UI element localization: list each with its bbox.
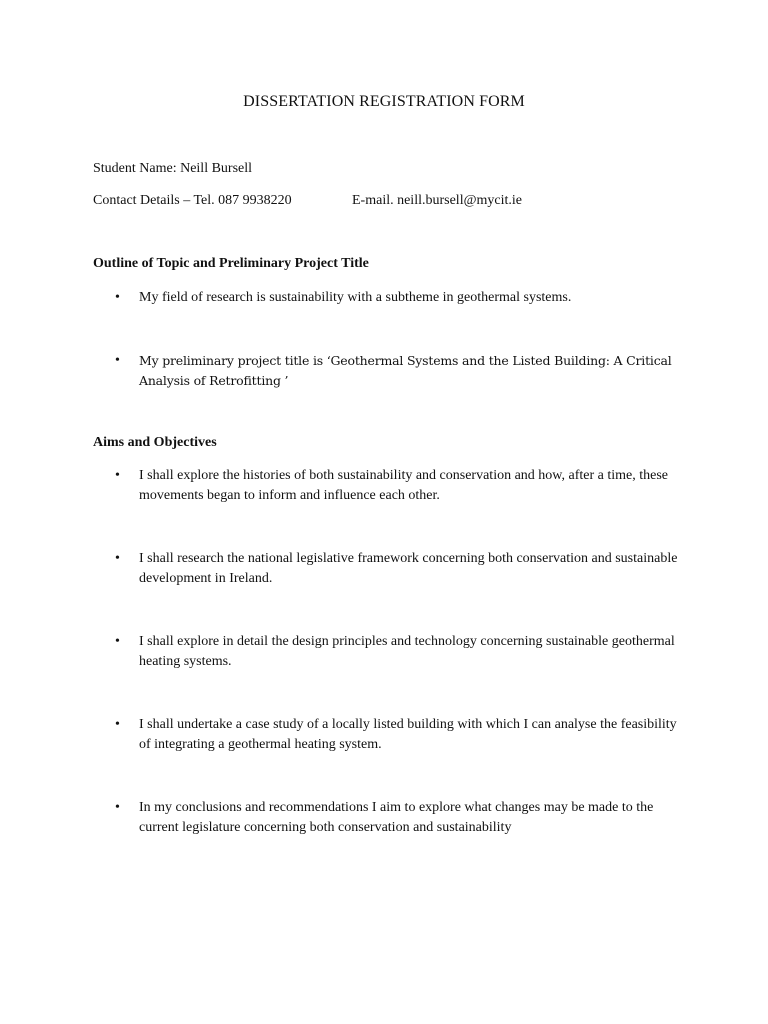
bullet-icon: •	[115, 800, 120, 815]
aims-item-text: I shall explore in detail the design principles and technology concerning sustainable geothermal heating systems.	[139, 634, 675, 669]
aims-item-text: In my conclusions and recommendations I aim to explore what changes may be made to the current legislature concerning both conservation and sustainability	[139, 800, 654, 835]
aims-item-text: I shall research the national legislative framework concerning both conservation and sustainable development in Ireland.	[139, 551, 678, 586]
bullet-icon: •	[115, 551, 120, 566]
aims-item-text: I shall undertake a case study of a locally listed building with which I can analyse the feasibility of integrating a geothermal heating system.	[139, 717, 677, 752]
aims-item-text: I shall explore the histories of both sustainability and conservation and how, after a time, these movements began to inform and influence each other.	[139, 468, 669, 503]
bullet-icon: •	[115, 717, 120, 732]
bullet-icon: •	[115, 634, 120, 649]
bullet-icon: •	[115, 468, 120, 483]
aims-heading: Aims and Objectives	[93, 435, 217, 450]
document-title: DISSERTATION REGISTRATION FORM	[243, 93, 525, 110]
outline-item-text: My preliminary project title is ‘Geothermal Systems and the Listed Building: A Critical Analysis of Retrofitting ’	[139, 353, 672, 388]
student-name: Student Name: Neill Bursell	[93, 161, 253, 176]
bullet-icon: •	[115, 290, 120, 305]
contact-details: Contact Details – Tel. 087 9938220	[93, 193, 292, 208]
outline-item-text: My field of research is sustainability with a subtheme in geothermal systems.	[139, 290, 572, 305]
outline-heading: Outline of Topic and Preliminary Project Title	[93, 256, 369, 271]
bullet-icon: •	[115, 353, 120, 368]
contact-email: E-mail. neill.bursell@mycit.ie	[352, 193, 522, 208]
